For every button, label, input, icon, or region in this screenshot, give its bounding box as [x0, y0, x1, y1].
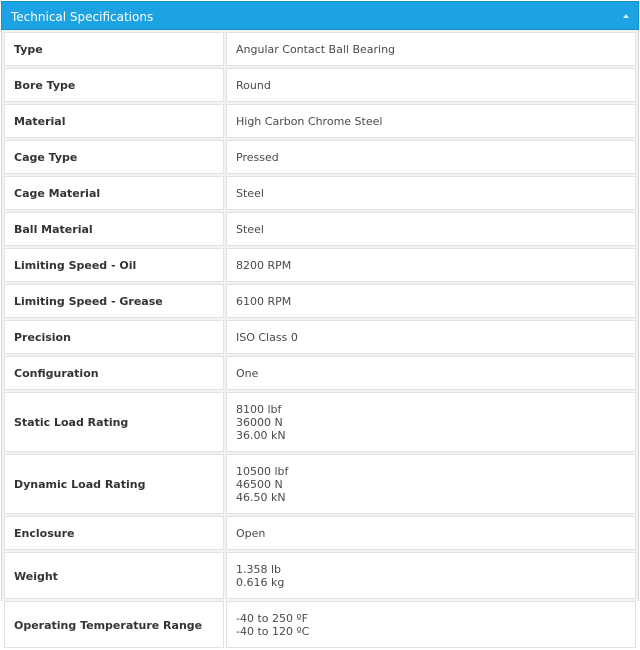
spec-label: Limiting Speed - Oil: [4, 248, 224, 282]
spec-value-line: Steel: [236, 223, 264, 236]
spec-value: [226, 68, 636, 102]
spec-row: [4, 248, 636, 282]
spec-value: [226, 392, 636, 452]
spec-label: Bore Type: [4, 68, 224, 102]
spec-value: [226, 32, 636, 66]
spec-row: [4, 104, 636, 138]
specs-table-container: [1, 30, 639, 638]
spec-value: [226, 320, 636, 354]
spec-value: [226, 212, 636, 246]
spec-label: Cage Material: [4, 176, 224, 210]
spec-value-line: 46.50 kN: [236, 491, 286, 504]
spec-label: Precision: [4, 320, 224, 354]
spec-row: [4, 68, 636, 102]
spec-label: Type: [4, 32, 224, 66]
spec-row: [4, 212, 636, 246]
specs-table-body: [4, 32, 636, 648]
spec-row: [4, 284, 636, 318]
spec-value-line: 36.00 kN: [236, 429, 286, 442]
spec-value: [226, 454, 636, 514]
spec-value-line: Round: [236, 79, 271, 92]
spec-label: Operating Temperature Range: [4, 601, 224, 648]
spec-value: [226, 248, 636, 282]
spec-label: Enclosure: [4, 516, 224, 550]
spec-value: [226, 552, 636, 599]
spec-value-line: 10500 lbf: [236, 465, 289, 478]
spec-label: Material: [4, 104, 224, 138]
triangle-up-icon[interactable]: [623, 13, 629, 19]
spec-value: [226, 284, 636, 318]
spec-row: [4, 454, 636, 514]
spec-row: [4, 601, 636, 648]
spec-value-line: ISO Class 0: [236, 331, 298, 344]
spec-label: Weight: [4, 552, 224, 599]
spec-value-line: Pressed: [236, 151, 279, 164]
spec-label: Cage Type: [4, 140, 224, 174]
spec-row: [4, 176, 636, 210]
panel-header[interactable]: [1, 1, 639, 30]
spec-value-line: Steel: [236, 187, 264, 200]
spec-value-line: -40 to 120 ºC: [236, 625, 310, 638]
spec-value-line: -40 to 250 ºF: [236, 612, 309, 625]
spec-label: Ball Material: [4, 212, 224, 246]
spec-value-line: High Carbon Chrome Steel: [236, 115, 383, 128]
spec-row: [4, 32, 636, 66]
spec-value: [226, 356, 636, 390]
spec-value-line: 8100 lbf: [236, 403, 282, 416]
spec-row: [4, 356, 636, 390]
spec-value-line: 1.358 lb: [236, 563, 282, 576]
spec-value: [226, 601, 636, 648]
spec-value-line: 8200 RPM: [236, 259, 292, 272]
spec-label: Dynamic Load Rating: [4, 454, 224, 514]
spec-value-line: One: [236, 367, 259, 380]
spec-value-line: Open: [236, 527, 266, 540]
spec-row: [4, 392, 636, 452]
spec-row: [4, 320, 636, 354]
spec-value: [226, 176, 636, 210]
spec-row: [4, 552, 636, 599]
spec-value-line: Angular Contact Ball Bearing: [236, 43, 396, 56]
spec-value-line: 36000 N: [236, 416, 283, 429]
spec-value: [226, 516, 636, 550]
spec-row: [4, 516, 636, 550]
spec-label: Static Load Rating: [4, 392, 224, 452]
spec-label: Limiting Speed - Grease: [4, 284, 224, 318]
spec-value-line: 46500 N: [236, 478, 283, 491]
specs-table: [2, 30, 638, 650]
spec-value-line: 6100 RPM: [236, 295, 292, 308]
spec-value: [226, 104, 636, 138]
spec-label: Configuration: [4, 356, 224, 390]
spec-value-line: 0.616 kg: [236, 576, 285, 589]
spec-row: [4, 140, 636, 174]
spec-value: [226, 140, 636, 174]
panel-title: Technical Specifications: [11, 10, 154, 24]
